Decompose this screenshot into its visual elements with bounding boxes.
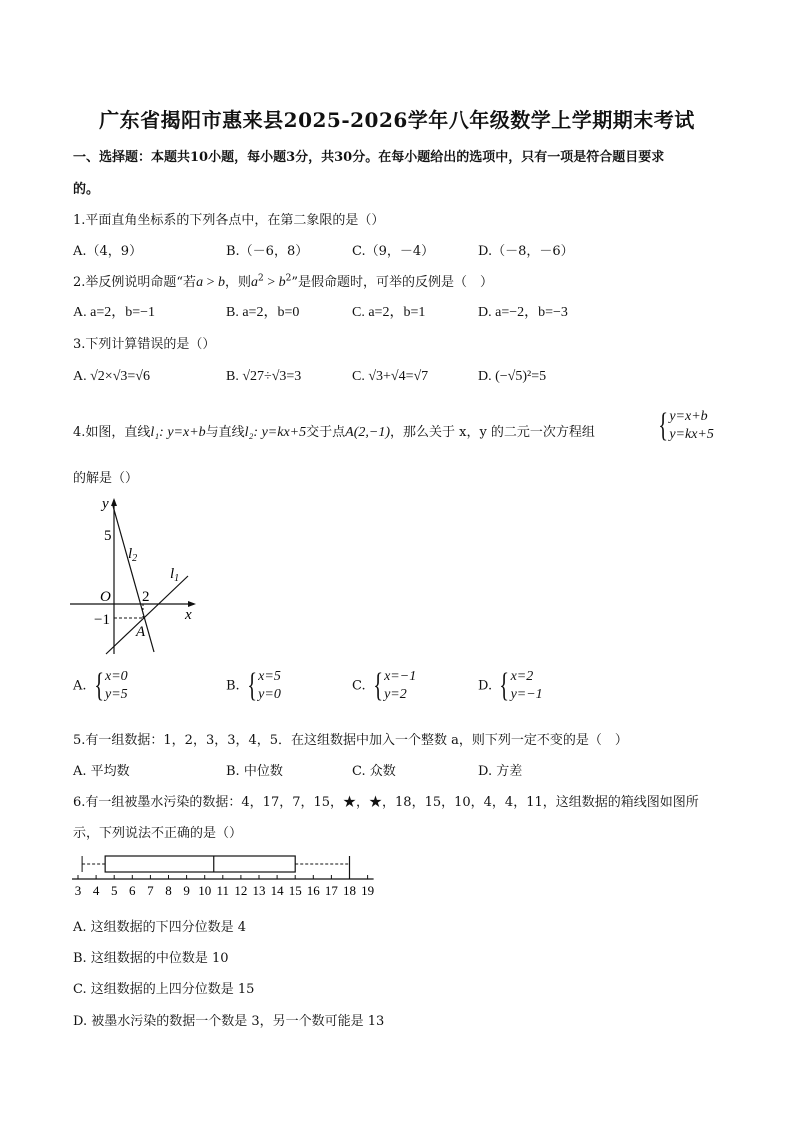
q4-option-b: B. { x=5 y=0	[226, 667, 281, 704]
tick-label: 9	[183, 883, 190, 898]
q1-option-b: B.（－6，8）	[226, 244, 309, 259]
q3-option-a: A. √2×√3=√6	[73, 369, 150, 384]
tick-label: 15	[288, 883, 302, 898]
question-6-stem-cont: 示，下列说法不正确的是（）	[73, 826, 243, 841]
question-1-stem: 1.平面直角坐标系的下列各点中，在第二象限的是（）	[73, 213, 385, 228]
q4-system-row-1: y=x+b	[669, 409, 708, 424]
q4-option-d: D. { x=2 y=−1	[478, 667, 543, 704]
y-axis-label: y	[102, 496, 109, 512]
question-4-stem	[73, 421, 595, 441]
l2-label: $l_2$	[128, 546, 138, 564]
q4-stem-part-b: 与直线	[205, 425, 245, 440]
line-l2	[113, 506, 154, 652]
q3-option-d: D. (−√5)²=5	[478, 369, 547, 384]
tick-label: 7	[147, 883, 154, 898]
q6-option-b: B. 这组数据的中位数是 10	[73, 951, 229, 966]
line-l1	[106, 576, 188, 654]
q4-coordinate-graph	[66, 494, 206, 662]
iqr-box	[105, 856, 295, 872]
q2-option-d: D. a=−2，b=−3	[478, 305, 568, 320]
tick-label: 4	[92, 883, 100, 898]
q2-stem-part-b: ，则	[224, 275, 251, 290]
q1-option-c: C.（9，－4）	[352, 244, 435, 259]
tick-label: 5	[110, 883, 118, 898]
q4-option-c: C. { x=−1 y=2	[352, 667, 417, 704]
q4-intersection-point: A(2,−1)	[345, 425, 390, 440]
section-instruction: 一、选择题：本题共10小题，每小题3分，共30分。在每小题给出的选项中，只有一项是符合题目要求	[73, 150, 665, 165]
q6-box-plot	[66, 848, 396, 900]
tick-label: 17	[324, 883, 338, 898]
q2-stem-part-a: 2.举反例说明命题“若	[73, 275, 197, 290]
q2-option-b: B. a=2，b=0	[226, 305, 300, 320]
question-6-stem: 6.有一组被墨水污染的数据：4，17，7，15，★，★，18，15，10，4，4，11，这组数据的箱线图如图所	[73, 795, 699, 810]
q3-option-c: C. √3+√4=√7	[352, 369, 429, 384]
q5-option-b: B. 中位数	[226, 764, 283, 779]
q5-option-d: D. 方差	[478, 764, 523, 779]
q2-stem-part-c: ”是假命题时，可举的反例是（ ）	[291, 275, 494, 290]
origin-label: O	[100, 589, 111, 605]
q6-option-a: A. 这组数据的下四分位数是 4	[73, 920, 247, 935]
q4-line2-equation: l₂: y=kx+5	[244, 425, 307, 440]
q5-option-a: A. 平均数	[73, 764, 130, 779]
tick-label: 14	[270, 883, 284, 898]
q6-option-c: C. 这组数据的上四分位数是 15	[73, 982, 255, 997]
y-minus-one-label: −1	[94, 612, 110, 628]
point-a-label: A	[136, 624, 146, 640]
x-two-label: 2	[142, 589, 150, 605]
tick-label: 8	[165, 883, 172, 898]
tick-label: 13	[252, 883, 266, 898]
q1-option-d: D.（－8，－6）	[478, 244, 574, 259]
question-3-stem: 3.下列计算错误的是（）	[73, 337, 216, 352]
y-intercept-label: 5	[104, 528, 112, 544]
tick-label: 10	[198, 883, 212, 898]
question-2-stem: 2.举反例说明命题“若a > b，则$a^2 > b^2$”是假命题时，可举的反例是（ ）	[73, 273, 494, 290]
q1-option-a: A.（4，9）	[73, 244, 143, 259]
q4-equation-system: { y=x+b y=kx+5	[658, 407, 714, 444]
q4-system-row-2: y=kx+5	[669, 427, 714, 442]
q2-condition: a	[196, 275, 204, 290]
tick-label: 18	[343, 883, 356, 898]
tick-label: 12	[234, 883, 248, 898]
q4-stem-part-c: 交于点	[306, 425, 346, 440]
tick-label: 3	[74, 883, 82, 898]
page-title: 广东省揭阳市惠来县2025-2026学年八年级数学上学期期末考试	[99, 108, 695, 132]
section-instruction-cont: 的。	[73, 182, 100, 197]
l1-label: $l_1$	[170, 566, 180, 584]
tick-label: 6	[129, 883, 136, 898]
tick-label: 19	[361, 883, 375, 898]
question-4-stem-cont: 的解是（）	[73, 471, 139, 486]
question-5-stem: 5.有一组数据：1，2，3，3，4，5．在这组数据中加入一个整数 a，则下列一定不变的是（ ）	[73, 733, 628, 748]
tick-label: 16	[306, 883, 320, 898]
q2-conclusion: a	[250, 275, 258, 290]
q5-option-c: C. 众数	[352, 764, 396, 779]
q4-line1-equation: l₁: y=x+b	[150, 425, 206, 440]
x-axis-label: x	[185, 607, 192, 623]
q2-option-c: C. a=2，b=1	[352, 305, 426, 320]
q3-option-b: B. √27÷√3=3	[226, 369, 302, 384]
q4-stem-part-d: ，那么关于 x，y 的二元一次方程组	[389, 425, 595, 440]
q2-option-a: A. a=2，b=−1	[73, 305, 156, 320]
tick-label: 11	[216, 883, 230, 898]
y-axis-arrow	[111, 498, 117, 506]
q4-option-a: A. { x=0 y=5	[73, 667, 128, 704]
q6-option-d: D. 被墨水污染的数据一个数是 3，另一个数可能是 13	[73, 1014, 385, 1029]
q4-stem-part-a: 4.如图，直线	[73, 425, 151, 440]
